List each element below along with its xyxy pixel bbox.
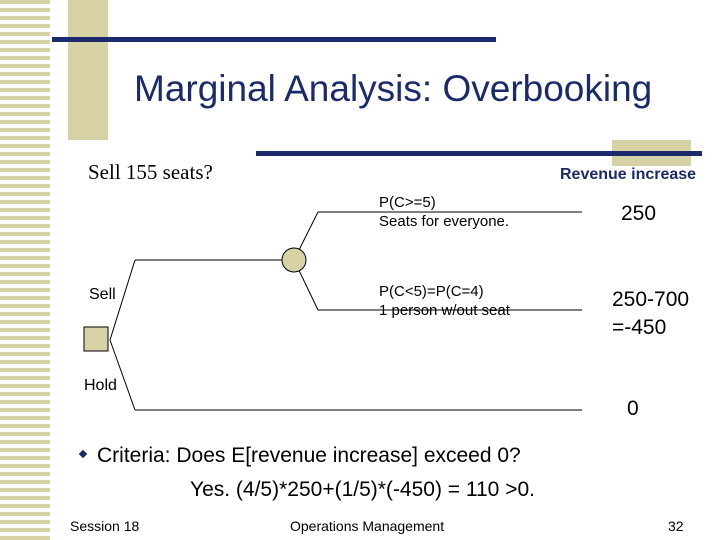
footer-session: Session 18	[70, 518, 140, 534]
slide-subtitle: Sell 155 seats?	[88, 160, 213, 184]
footer-course: Operations Management	[290, 518, 445, 534]
branch-lower-text	[379, 282, 510, 320]
criteria-text: Criteria: Does E[revenue increase] exceed 0?	[97, 444, 521, 467]
branch-lower-probability: P(C<5)=P(C=4)	[379, 283, 484, 300]
branch-lower-description: 1 person w/out seat	[379, 302, 510, 319]
payoff-upper: 250	[621, 202, 657, 225]
payoff-lower	[612, 286, 689, 342]
answer-text: Yes. (4/5)*250+(1/5)*(-450) = 110 >0.	[190, 478, 535, 501]
bullet-diamond-icon	[79, 450, 87, 458]
branch-upper-description: Seats for everyone.	[379, 213, 510, 230]
sell-label: Sell	[89, 286, 116, 303]
branch-upper-text	[379, 193, 509, 231]
criteria-bullet	[78, 444, 521, 468]
slide-title: Marginal Analysis: Overbooking	[134, 68, 653, 109]
payoff-lower-expression: 250-700	[612, 288, 690, 311]
payoff-lower-result: =-450	[612, 316, 667, 339]
revenue-increase-header: Revenue increase	[560, 166, 697, 183]
chance-node	[282, 248, 306, 272]
decision-node	[84, 327, 108, 351]
footer-page-number: 32	[668, 518, 684, 534]
payoff-hold: 0	[627, 397, 639, 420]
hold-branch-line	[110, 340, 135, 410]
hold-label: Hold	[84, 377, 117, 394]
branch-upper-probability: P(C>=5)	[379, 194, 436, 211]
